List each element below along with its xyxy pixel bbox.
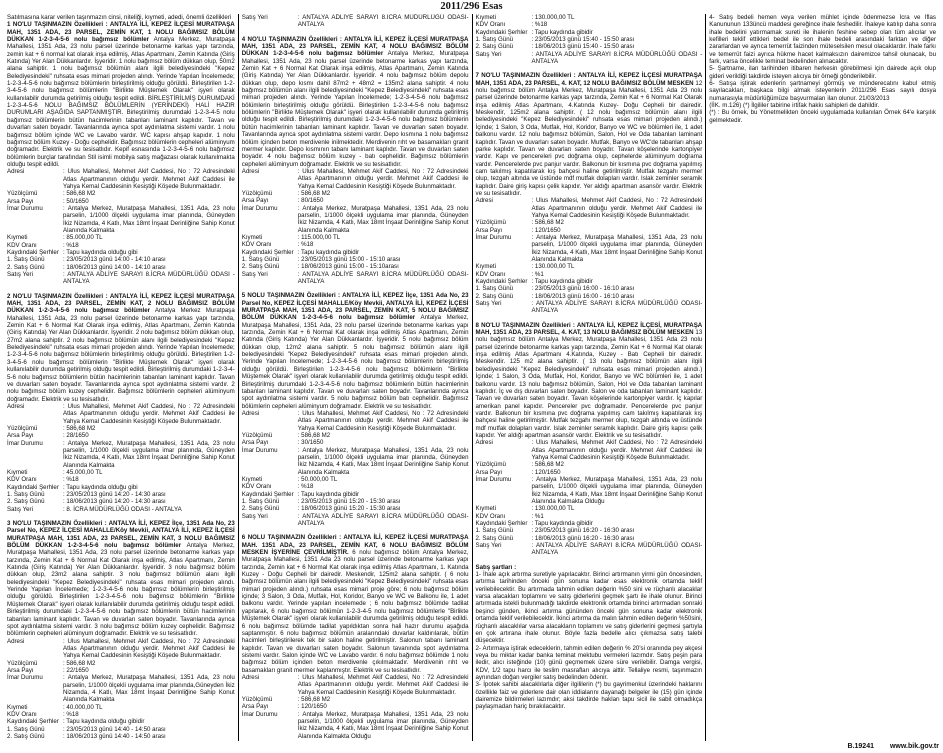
- field-value: : ANTALYA ADLİYE SARAYI 8.İCRA MÜDÜRLÜĞÜ ODASI-ANTALYA: [531, 300, 703, 315]
- lot-field: [242, 703, 469, 710]
- lot-field: [242, 410, 469, 432]
- field-value: : 18/06/2013 günü 14:20 - 14:30 arası: [63, 498, 166, 506]
- field-label: 2. Satış Günü: [475, 534, 514, 542]
- field-label: Arsa Payı: [475, 226, 503, 234]
- field-value: : Antalya Merkez, Muratpaşa Mahallesi, 1351 Ada, 23 nolu parselin, 1/1000 ölçekli uygulama imar planında, Güneyden İkiz Nizamda, 4 Katlı, Max 18mt İnşaat Derinliğine Sahip Konut Alanında Kalmakta: [297, 446, 469, 476]
- field-value: : 85.000,00 TL: [63, 234, 103, 242]
- spacer: [476, 315, 703, 322]
- field-label: KDV Oranı: [7, 710, 37, 718]
- spacer: [7, 513, 235, 520]
- lot-field: [476, 51, 703, 66]
- lot-field: [7, 667, 235, 674]
- lot-field: [7, 271, 235, 286]
- field-label: Kaydındaki Şerhler: [7, 718, 59, 726]
- lot-field: [7, 256, 235, 263]
- field-label: İmar Durumu: [241, 446, 278, 454]
- lot-heading: [476, 322, 703, 440]
- field-value: : 30/1650: [297, 439, 324, 447]
- lot-field: [476, 461, 703, 468]
- field-label: Kıymeti: [7, 468, 28, 476]
- lot-description: Antalya Merkez Muratpaşa Mahallesi, 1351 Ada, 23 nolu parsel üzerinde betonarme karkas yapı tarzında, Zemin Kat + 6 Normal Kat Olarak inşa edilmiş, Atlas Apartmanı, Zemin Katında (Giriş Katında) Yer Alan Dükkanlardır. İşyeridir. 2 nolu bağımsız bölüm dükkan olup, 27m2 alana sahiptir. 2 nolu bağımsız bölümün alanı ilgili belediyesindeki "Kepez Belediyesindeki" ruhsata esas mimari projeden alındı. Yerinde Yapılan İncelemede; 1-2-3-4-5-6 nolu bağımsız bölümlerin birleştirilmiş olduğu görüldü. Birleştirilen 1-2-3-4-5-6 nolu bağımsız bölümlerin "Birlikte Müştemek Olarak" işyeri olarak kullanılabilir durumda getirilmiş olduğu tespit edildi. Birleştirilmiş durumdaki 1-2-3-4-5-6 nolu bağımsız bölümlerin bütün hacimlerinin tabanları laminant kaplıdır. Tavan ve duvarları saten boyadır. Tavanlarında ayrıca spot aydınlatma sistemi vardır. 2 nolu bağımsız bölüm kuzey cephelidir. Bağımsız bölümlerin cepheleri alüminyum doğramadır. Elektrik ve su tesisatlıdır.: [7, 307, 235, 403]
- lot-field: [7, 425, 235, 432]
- field-label: İmar Durumu: [7, 439, 43, 447]
- field-label: Arsa Payı: [241, 197, 269, 205]
- field-label: Arsa Payı: [241, 703, 269, 711]
- field-value: : Antalya Merkez, Muratpaşa Mahallesi, 1351 Ada, 23 nolu parselin, 1/1000 ölçekli uygulama imar planında,Güneyden İkiz Nizamda, 4 Katlı, Max 18mt İnşaat Derinliğine Sahip Konut Alanında Kalmakta: [63, 674, 235, 704]
- spacer: [476, 65, 703, 72]
- field-label: Adresi: [475, 439, 493, 447]
- lot-field: [7, 403, 235, 425]
- field-label: Kıymeti: [7, 703, 28, 711]
- field-label: 2. Satış Günü: [7, 733, 45, 740]
- field-value: : %1: [531, 512, 544, 520]
- field-value: : Antalya Merkez, Muratpaşa Mahallesi, 1351 Ada, 23 nolu parselin, 1/1000 ölçekli uygulama imar planında, Güneyden İkiz Nizamda, 4 Katlı, Max 18mt İnşaat Derinliğine Sahip Konut Alanında Kalmakta: [63, 204, 235, 234]
- field-value: : Antalya Merkez, Muratpaşa Mahallesi, 1351 Ada, 23 nolu parselin, 1/1000 ölçekli uygulama imar planında, Güneyden İkiz Nizamda, 4 Katlı, Max 18mt İnşaat Derinliğine Sahip Konut Alanında Kalmakta Olduğu: [531, 475, 703, 505]
- footer-code: B.19241: [847, 743, 874, 750]
- field-label: 1. Satış Günü: [475, 527, 514, 535]
- field-value: : 80/1650: [297, 197, 324, 205]
- field-label: Satış Yeri: [475, 50, 502, 58]
- lot-field: [7, 168, 235, 190]
- field-value: : ANTALYA ADLİYE SARAYI 8.İCRA MÜDÜRLÜĞÜ ODASI-ANTALYA: [297, 512, 469, 528]
- field-value: : Antalya Merkez, Muratpaşa Mahallesi, 1351 Ada, 23 nolu parselin, 1/1000 ölçekli uygulama imar planında, Güneyden İkiz Nizamda, 4 Katlı, Max 18mt İnşaat Derinliğine Sahip Konut Alanında Kalmakta: [531, 233, 703, 263]
- lot-field: [7, 733, 235, 740]
- field-label: Kıymeti: [475, 14, 496, 21]
- field-label: Kaydındaki Şerhler: [241, 248, 294, 256]
- field-label: Yüzölçümü: [7, 659, 38, 667]
- lot-field: [476, 263, 703, 270]
- condition-item: 2- Artırmaya iştirak edeceklerin, tahmin edilen değerin % 20'si oranında pey akçesi veya bu miktar kadar banka teminat mektubu vermeleri lazımdır. Satış peşin para iledir, alıcı isteğinde (10) günü geçmemek üzere süre verilebilir. Damga vergisi, KDV, 1/2 tapu harcı ile teslim masrafları alıcıya aittir. Tellaliye resmi, taşınmazın aynından doğan vergiler satış bedelinden ödenir.: [475, 644, 703, 681]
- lot-heading: [242, 534, 469, 674]
- field-value: : 586,68 M2: [63, 190, 96, 198]
- lot-title: 6 NOLU TAŞINMAZIN Özellikleri : ANTALYA İLİ, KEPEZ İLÇESİ MURATPAŞA MAH. 1351 ADA, 23 PARSEL, ZEMİN KAT, 6 NOLU BAĞIMSIZ BÖLÜM MESKEN İŞYERİNE ÇEVRİLMİŞTİR.: [241, 534, 469, 557]
- field-label: İmar Durumu: [7, 204, 43, 212]
- lot-field: [7, 469, 235, 476]
- field-value: : 18/06/2013 günü 16:20 - 16:30 arası: [531, 534, 635, 542]
- field-value: : Tapu kaydında gibidir: [531, 520, 593, 528]
- lot-field: [7, 440, 235, 469]
- field-label: 2. Satış Günü: [7, 498, 45, 506]
- lot-heading: [242, 292, 469, 410]
- lot-field: [476, 36, 703, 43]
- field-label: Arsa Payı: [7, 197, 34, 205]
- field-value: : Ulus Mahallesi, Mehmet Akif Caddesi, No : 72 Adresindeki Atlas Apartmanının olduğu yerdir. Mehmet Akif Caddesi ile Yahya Kemal Caddesinin Kesiştiği Köşede Bulunmaktadır.: [297, 409, 469, 432]
- field-label: 2. Satış Günü: [475, 292, 514, 300]
- field-value: : 23/05/2013 günü 14:20 - 14:30 arası: [63, 491, 166, 498]
- lot-field: [242, 439, 469, 446]
- field-value: : 18/06/2013 günü 15:40 - 15:50 arası: [531, 43, 635, 51]
- condition-note: (İİK. m.126) (*) İlgililer tabirine irtifak hakkı sahipleri de dahildir.: [709, 102, 880, 110]
- field-value: : 586,68 M2: [531, 461, 564, 469]
- field-value: : Ulus Mahallesi, Mehmet Akif Caddesi, No : 72 Adresindeki Atlas Apartmanının olduğu yerdir. Mehmet Akif Caddesi ile Yahya Kemal Caddesinin Kesiştiği Köşede Bulunmaktadır.: [63, 168, 235, 190]
- field-label: İmar Durumu: [475, 475, 512, 483]
- lot-field: [242, 256, 469, 263]
- lot-field: [7, 484, 235, 491]
- lot-field: [242, 190, 469, 197]
- field-label: KDV Oranı: [7, 241, 37, 249]
- lot-description: Antalya Merkez, Muratpaşa Mahallesi, 1351 Ada, 23 nolu parsel üzerinde betonarme karkas yapı tarzında, Zemin Kat + 6 Normal Kat olarak inşa edilmiş Atlas Apartmanı, Zemin Katında (Giriş Katında) Yer Alan Dükkanlardır. İşyeridir. 5 nolu bağımsız bölüm dükkan olup, 12m2 alana sahiptir. 5 nolu bağımsız bölümün alanı ilgili belediyesindeki "Kepez Belediyesindeki" ruhsata esas mimari projeden alındı. Yerinde Yapılan İncelemede; 1-2-3-4-5-6 nolu bağımsız bölümlerin birleştirilmiş olduğu görüldü. Birleştirilen 1-2-3-4-5-6 nolu bağımsız bölümlerin "Birlikte Müştemek Olarak" işyeri olarak kullanılabilir durumda getirilmiş olduğu tespit edildi. Birleştirilmiş durumdaki 1-2-3-4-5-6 nolu bağımsız bölümlerin bütün hacimlerinin tabanları laminant kaplıdır. Tavan ve duvarları saten boyadır. Tavanlarında ayrıca spot aydınlatma sistemi vardır. 5 nolu bağımsız bölüm batı cephelidir. Bağımsız bölümlerin cepheleri alüminyum doğramadır. Elektrik ve su tesisatlıdır.: [241, 314, 469, 410]
- field-label: Satış Yeri: [7, 271, 33, 279]
- lot-heading: [242, 36, 469, 168]
- field-label: Kıymeti: [475, 505, 496, 513]
- field-value: : 23/05/2013 günü 14:00 - 14:10 arası: [63, 256, 166, 264]
- field-label: İmar Durumu: [7, 674, 43, 682]
- field-value: : ANTALYA ADLİYE SARAYI 8.İCRA MÜDÜRLÜĞÜ ODASI-ANTALYA: [297, 270, 469, 286]
- lot-field: [242, 249, 469, 256]
- lot-field: [242, 447, 469, 476]
- field-label: Satış Yeri: [241, 270, 268, 278]
- field-value: : 22/1650: [63, 666, 89, 674]
- field-value: : 50/1650: [63, 197, 89, 205]
- spacer: [242, 29, 469, 36]
- lot-title: 5 NOLU TAŞINMAZIN Özellikleri : ANTALYA İLİ, KEPEZ İlçe, 1351 Ada No, 23 Parsel No, KEPEZ İLÇESİ MAHALLE/Köy Mevkii, ANTALYA İLİ, KEPEZ İLÇESİ MURATPAŞA MAH, 1351 ADA, 23 PARSEL, ZEMİN KAT, 5 NOLU BAĞIMSIZ BÖLÜM DÜKKAN 1-2-3-4-5-6 nolu bağımsız bölümler: [241, 292, 469, 322]
- lot-field: [476, 29, 703, 36]
- page-title: 2011/296 Esas: [440, 1, 503, 12]
- lot-field: [7, 718, 235, 725]
- field-value: : ANTALYA ADLİYE SARAYI 8.İCRA MÜDÜRLÜĞÜ ODASI - ANTALYA: [63, 271, 235, 286]
- field-value: : 18/06/2013 günü 14:00 - 14:10 arası: [63, 263, 166, 271]
- field-label: Arsa Payı: [241, 439, 269, 447]
- lot-title: 7 NO'LU TAŞINMAZIN Özellikleri : ANTALYA İLİ, KEPEZ İLÇESİ MURATPAŞA MAH, 1351 ADA, 23 PARSEL, 4. KAT, 12 NOLU BAĞIMSIZ BÖLÜM MESKEN: [475, 72, 703, 87]
- field-value: : 115.000,00 TL: [297, 233, 341, 241]
- field-value: : 18/06/2013 günü 15:00 - 15:10arası: [297, 263, 399, 271]
- column-4: [705, 14, 939, 741]
- lot-field: [242, 483, 469, 490]
- field-value: : 130.000,00 TL: [531, 14, 575, 21]
- field-label: Adresi: [241, 167, 260, 175]
- field-value: : 586,68 M2: [531, 219, 564, 227]
- spacer: [476, 557, 703, 564]
- field-value: : 130.000,00 TL: [531, 505, 575, 513]
- field-value: : Ulus Mahallesi, Mehmet Akif Caddesi, No : 72 Adresindeki Atlas Apartmanının olduğu yerdir. Mehmet Akif Caddesi ile Yahya Kemal Caddesinin Kesiştiği Köşede Bulunmaktadır.: [531, 439, 703, 461]
- lot-title: 2 NO'LU TAŞINMAZIN Özellikleri : ANTALYA İLİ, KEPEZ İLÇESİ MURATPAŞA MAH, 1351 ADA, 23 PARSEL, ZEMİN KAT, 2 NOLU BAĞIMSIZ BÖLÜM DÜKKAN 1-2-3-4-5-6 nolu bağımsız bölümler: [7, 292, 235, 315]
- lot-field: [476, 271, 703, 278]
- lot-field: [7, 242, 235, 249]
- lot-field: [7, 432, 235, 439]
- field-label: 1. Satış Günü: [7, 491, 45, 498]
- spacer: [242, 285, 469, 292]
- field-value: : 40.000,00 TL: [63, 703, 103, 711]
- field-value: : 23/05/2013 günü 15:20 - 15:30 arası: [297, 498, 401, 505]
- condition-item: 3- İpotek sahibi alacaklılarla diğer ilgililerin (*) bu gayrimenkul üzerindeki haklarını özellikle faiz ve giderlere dair olan iddialarını dayanağı belgeler ile (15) gün içinde dairemize bildirmeleri lazımdır; aksi takdirde hakları tapu sicil ile sabit olmadıkça paylaşmadan hariç bırakılacaktır.: [475, 681, 703, 711]
- field-label: KDV Oranı: [475, 512, 506, 520]
- field-value: : %18: [531, 21, 548, 29]
- field-label: 2. Satış Günü: [475, 43, 514, 51]
- field-label: KDV Oranı: [475, 270, 506, 278]
- field-value: : 586,68 M2: [297, 695, 331, 703]
- field-value: : Antalya Merkez, Muratpaşa Mahallesi, 1351 Ada, 23 nolu parselin, 1/1000 ölçekli uygulama imar planında, Güneyden İkiz Nizamda, 4 Katlı, Max 18mt İnşaat Derinliğine Sahip Konut Alanında Kalmakta Olduğu: [297, 710, 469, 740]
- lot-title: 3 NO'LU TAŞINMAZIN Özellikleri : ANTALYA İLİ, KEPEZ İlçe, 1351 Ada No, 23 Parsel No, KEPEZ İLÇESİ MAHALLE/Köy Mevkii, ANTALYA İLİ, KEPEZ İLÇESİ MURATPAŞA MAH, 1351 ADA, 23 PARSEL, ZEMİN KAT, 3 NOLU BAĞIMSIZ BÖLÜM DÜKKAN 1-2-3-4-5-6 nolu bağımsız bölümler: [7, 520, 235, 550]
- intro-text: Satılmasına karar verilen taşınmazın cinsi, niteliği, kıymeti, adedi, önemli özellikleri: [7, 14, 232, 21]
- lot-field: [242, 513, 469, 528]
- field-label: KDV Oranı: [241, 483, 272, 491]
- field-label: Adresi: [475, 197, 493, 205]
- lot-field: [242, 696, 469, 703]
- field-value: : Ulus Mahallesi, Mehmet Akif Caddesi, No : 72 Adresindeki Atlas Apartmanının olduğu yerdir. Mehmet Akif Caddesi ile Yahya Kemal Caddesinin Kesiştiği Köşede Bulunmaktadır.: [531, 197, 703, 219]
- condition-item: 6- Satışa iştirak edenlerin şartnameyi görmüş ve münderecatını kabul etmiş sayılacakları, başkaca bilgi almak isteyenlerin 2011/296 Esas sayılı dosya numarasıyla müdürlüğümüze başvurmaları ilan olunur. 21/03/2013: [709, 80, 936, 102]
- field-value: : 586,68 M2: [297, 431, 331, 439]
- field-value: : 586,68 M2: [297, 189, 331, 197]
- field-value: : ANTALYA ADLİYE SARAYI 8.İCRA MÜDÜRLÜĞÜ ODASI - ANTALYA: [531, 50, 703, 66]
- field-label: Yüzölçümü: [475, 461, 506, 469]
- column-1: [4, 14, 238, 741]
- field-value: : Tapu kaydında gibidir: [531, 28, 593, 36]
- field-value: : Ulus Mahallesi, Mehmet Akif Caddesi, No : 72 Adresindeki Atlas Apartmanının olduğu yerdir. Mehmet Akif Caddesi ile Yahya Kemal Caddesinin Kesiştiği Köşede Bulunmaktadır.: [63, 637, 235, 660]
- lot-field: [476, 527, 703, 534]
- spacer: [242, 527, 469, 534]
- field-label: Yüzölçümü: [241, 431, 273, 439]
- lot-field: [7, 726, 235, 733]
- lot-field: [476, 542, 703, 557]
- field-value: : Tapu kaydında gibidir: [297, 248, 360, 256]
- lot-field: [476, 293, 703, 300]
- field-label: 1. Satış Günü: [475, 36, 514, 44]
- lot-field: [476, 197, 703, 219]
- lot-field: [476, 21, 703, 28]
- field-label: Arsa Payı: [7, 432, 34, 440]
- field-value: : %18: [63, 241, 79, 249]
- field-value: : %18: [297, 483, 314, 491]
- field-label: Yüzölçümü: [7, 190, 38, 198]
- condition-item: 4- Satış bedeli hemen veya verilen mühlet içinde ödenmezse İcra ve İflas Kanununun 133üncü maddesi gereğince ihale feshedilir. İhaleye katılıp daha sonra ihale bedelini yatırmamak sureti ile ihalenin feshine sebep olan tüm alıcılar ve kefilleri teklif ettikleri bedel ile son ihale bedeli arasındaki farktan ve diğer zararlardan ve ayrıca temerrüt faizinden müteselsilen mesul olacaklardır. İhale farkı ve temerrüt faizi ayrıca hükme hacet kalmaksızın dairemizce tahsil olunacak, bu fark, varsa öncelikle teminat bedelinden alınacaktır.: [709, 14, 936, 66]
- footer: [4, 741, 939, 753]
- field-label: 2. Satış Günü: [241, 505, 280, 513]
- field-label: Satış Yeri: [241, 14, 268, 21]
- column-2: [238, 14, 472, 741]
- lot-field: [242, 14, 469, 29]
- field-value: : ANTALYA ADLİYE SARAYI 8.İCRA MÜDÜRLÜĞÜ ODASI-ANTALYA: [531, 542, 703, 557]
- lot-field: [242, 491, 469, 498]
- lot-field: [242, 711, 469, 740]
- field-label: 1. Satış Günü: [241, 256, 280, 263]
- lot-field: [242, 234, 469, 241]
- spacer: [7, 286, 235, 293]
- field-label: İmar Durumu: [241, 710, 278, 718]
- field-label: Kıymeti: [241, 233, 263, 241]
- field-value: : Tapu kaydında gibidir: [297, 490, 360, 498]
- lot-field: [476, 285, 703, 292]
- lot-field: [7, 234, 235, 241]
- condition-item: 1- İhale açık artırma suretiyle yapılacaktır. Birinci artırmanın yirmi gün öncesinden, artırma tarihinden önceki gün sonuna kadar esas elektronik ortamda teklif verilebilecektir. Bu artırmada tahmin edilen değerin %50 sini ve rüçhanlı alacaklar varsa alacakları toplamını ve satış giderlerini geçmek şartı ile ihale olunur. Birinci artırmada istekli bulunmadığı takdirde elektronik ortamda birinci artırmadan sonraki beşinci günden, ikinci artırma gününden önceki gün sonuna kadar elektronik ortamda teklif verilebilecektir. İkinci artırma da malın tahmin edilen değerin %50sini, rüçhanlı alacaklılar varsa alacakların toplamını ve satış giderlerini geçmesi şartıyla en çok artırana ihale olunur. Böyle fazla bedelle alıcı çıkmazsa satış talebi düşecektir.: [475, 571, 703, 645]
- field-label: Adresi: [7, 637, 25, 645]
- lot-field: [476, 14, 703, 21]
- field-label: Adresi: [7, 402, 25, 410]
- field-label: Yüzölçümü: [7, 424, 38, 432]
- lot-field: [242, 674, 469, 696]
- field-label: Adresi: [7, 168, 25, 176]
- field-label: Yüzölçümü: [241, 695, 273, 703]
- field-label: KDV Oranı: [475, 21, 506, 29]
- field-value: : 120/1650: [531, 226, 561, 234]
- conditions-title: Satış şartları :: [475, 563, 517, 571]
- field-label: 2. Satış Günü: [7, 263, 45, 271]
- field-label: Kaydındaki Şerhler: [475, 278, 528, 286]
- field-value: : 120/1650: [531, 468, 561, 476]
- field-label: Arsa Payı: [475, 468, 503, 476]
- field-label: Kaydındaki Şerhler: [475, 520, 528, 528]
- field-label: KDV Oranı: [7, 476, 37, 484]
- field-value: : Tapu kaydında olduğu gibidir: [63, 718, 145, 726]
- lot-description: Antalya Merkez, Muratpaşa Mahallesi, 1351 Ada, 23 nolu parsel üzerinde betonarme karkas yapı tarzında, Zemin Kat + 6 Normal Kat Olarak inşa edilmiş, Atlas Apartmanı, Zemin Katında (Giriş Katında) Yer Alan Dükkanlardır. İşyeridir. 4 nolu bağımsız bölüm depolu dükkan olup, depo kısmı dahil 87m2 + 48m2 = 135m2 alana sahiptir. 4 nolu bağımsız bölümün alanı ilgili belediyesindeki "Kepez Belediyesindeki" ruhsata esas mimari projeden alındı. Yerinde Yapılan İncelemede; 1-2-3-4-5-6 nolu bağımsız bölümlerin birleştirilmiş olduğu görüldü. Birleştirilen 1-2-3-4-5-6 nolu bağımsız bölümlerin "Birlikte Müştemek Olarak" işyeri olarak kullanılabilir durumda getirilmiş olduğu tespit edildi. Birleştirilmiş durumdaki 1-2-3-4-5-6 nolu bağımsız bölümlerin bütün hacimlerinin tabanları laminant kaplıdır. Tavan ve duvarları saten boyadır. Tavanlarında ayrıca spot aydınlatma sistemi vardır. Depo kısmına 1 nolu bağımsız bölüm içinden beton merdivenle inilmektedir. Merdivenin rıht ve basamakları granit mermer kaplıdır. Depo kısmının tabanı laminant kaplıdır. Tavan ve duvarları saten boyadır. 4 nolu bağımsız bölüm kuzey - batı cephelidir. Bağımsız bölümlerin cepheleri alüminyum doğramadır. Elektrik ve su tesisatlıdır.: [241, 50, 469, 168]
- condition-note: (*) : Bu örnek, bu Yönetmelikten önceki uygulamada kullanılan Örnek 64'e karşılık gelmektedir.: [709, 109, 936, 124]
- field-label: Kaydındaki Şerhler: [475, 28, 528, 36]
- lot-field: [476, 513, 703, 520]
- field-label: Kaydındaki Şerhler: [7, 249, 59, 256]
- lot-field: [476, 300, 703, 315]
- field-value: : 18/06/2013 günü 16:00 - 16:10 arası: [531, 292, 635, 300]
- lot-field: [242, 476, 469, 483]
- field-label: 1. Satış Günü: [7, 725, 45, 733]
- field-value: : 23/05/2013 günü 16:00 - 16:10 arası: [531, 285, 635, 293]
- lot-field: [476, 469, 703, 476]
- lot-title: 4 NO'LU TAŞINMAZIN Özellikleri : ANTALYA İLİ, KEPEZ İLÇESİ MURATPAŞA MAH, 1351 ADA, 23 PARSEL, ZEMİN KAT, 4 NOLU BAĞIMSIZ BÖLÜM DÜKKAN 1-2-3-4-5-6 nolu bağımsız bölümler: [241, 35, 469, 58]
- field-value: : 23/05/2013 günü 16:20 - 16:30 arası: [531, 527, 635, 535]
- lot-field: [476, 439, 703, 461]
- field-label: Kıymeti: [241, 475, 263, 483]
- field-value: : 23/05/2013 günü 15:00 - 15:10 arası: [297, 256, 401, 263]
- field-label: Adresi: [241, 409, 260, 417]
- lot-heading: [7, 293, 235, 403]
- field-value: : 8. İCRA MÜDÜRLÜĞÜ ODASI - ANTALYA: [63, 505, 182, 513]
- lot-field: [476, 219, 703, 226]
- lot-field: [242, 168, 469, 190]
- lot-field: [7, 660, 235, 667]
- field-value: : Antalya Merkez, Muratpaşa Mahallesi, 1351 Ada, 23 nolu parselin, 1/1000 ölçekli uygulama imar planında, Güneyden İkiz Nizamda, 4 Katlı, Max 18mt İnşaat Derinliğine Sahip Konut Alanında Kalmakta: [63, 439, 235, 469]
- columns: [4, 14, 939, 741]
- field-label: Yüzölçümü: [475, 219, 506, 227]
- lot-field: [242, 197, 469, 204]
- lot-field: [7, 491, 235, 498]
- field-label: Arsa Payı: [7, 666, 34, 674]
- field-value: : Tapu kaydında olduğu gibi: [63, 483, 138, 491]
- field-value: : 120/1650: [297, 703, 327, 711]
- lot-field: [242, 505, 469, 512]
- field-value: : 50.000,00 TL: [297, 475, 338, 483]
- lot-field: [7, 205, 235, 234]
- field-label: 1. Satış Günü: [475, 285, 514, 293]
- lot-description: 12 nolu bağımsız bölüm Antalya Merkez, Muratpaşa Mahallesi, 1351 Ada 23 nolu parsel üzerinde betonarme karkas yapı tarzında, Zemin Kat + 6 Normal Kat Olarak inşa edilmiş Atlas Apartmanı, 4.Katında Kuzey- Doğu Cepheli bir dairedir. Meskendir, 125m2 alana sahiptir. ( 12 nolu bağımsız bölümün alanı ilgili belediyesindeki "Kepez Belediyesindeki" ruhsata esas mimari projeden alındı.) İçinde; 1 Salon, 3 Oda, Mutfak, Hol, Koridor, Banyo ve WC ve bölümleri ile, 1 adet balkonu vardır. 12 nolu bağımsız bölümün, Salon, Hol ve Oda tabanları laminant kaplıdır. Tavan ve duvarları saten boyadır. Mutfak, Banyo ve WC'de tabanları ahşap parke kaplıdır. Tavan ve duvarları saten boyadır. Tavan köşelerinde kartonpiyer vardır. Kapı ve pencereleri pvc doğrama olup, cephelerde alüminyum doğrama vardır. Pencerelerde pvc panjur vardır. Balkonun bir kısmına pvc doğrama yapılmış cam takılmış kapatılarak kış bahçesi haline getirilmiştir. Mutfak tezgahı mermer olup, tezgah altında ve üstünde mdf mutfak dolapları vardır. Islak zeminler seramik kaplıdır. Daire giriş kapısı çelik kapıdır. Yer aldığı apartman asansör vardır. Elektrik ve su tesisatlıdır.: [475, 79, 703, 197]
- lot-field: [476, 535, 703, 542]
- lot-title: 1 NO'LU TAŞINMAZIN Özellikleri : ANTALYA İLİ, KEPEZ İLÇESİ MURATPAŞA MAH, 1351 ADA, 23 PARSEL, ZEMİN KAT, 1 NOLU BAĞIMSIZ BÖLÜM DÜKKAN 1-2-3-4-5-6 nolu bağımsız bölümler: [7, 21, 235, 44]
- field-value: : 18/06/2013 günü 14:40 - 14:50 arası: [63, 733, 166, 740]
- field-value: : %18: [63, 710, 79, 718]
- field-value: : 45.000,00 TL: [63, 468, 103, 476]
- field-value: : 18/06/2013 günü 15:20 - 15:30 arası: [297, 505, 401, 513]
- lot-description: 13 nolu bağımsız bölüm Antalya Merkez, Muratpaşa Mahallesi, 1351 Ada 23 nolu parsel üzerinde betonarme karkas yapı tarzında, Zemin Kat + 6 Normal Kat olarak inşa edilmiş Atlas Apartmanı 4.Katında, Kuzey - Batı Cepheli bir dairedir. Meskendir. 125 m2 alana sahiptir. ( 13 nolu bağımsız bölümün alanı ilgili belediyesindeki "Kepez Belediyesindeki" ruhsata esas mimari projeden alındı.) İçinde; 1 Salon, 3 Oda, Mutfak, Hol, Koridor, Banyo ve WC bölümleri ile, 1 adet balkonu vardır. 13 nolu bağımsız bölümün, Salon, Hol ve Oda tabanları laminant kaplıdır. İç ve dış duvarları saten boyadır. Salon ve oda tabanları laminant kaplıdır. Tavan ve duvarları saten boyadır. Tavan köşelerinde kartonpiyer vardır. İç kapılar amerikan panel kapıdır. Pencereler pvc doğramadır. Pencerelerde pvc panjur vardır. Balkonun bir kısmına pvc doğrama yapılmış cam takılmış kapatılarak kış bahçesi haline getirilmiştir. Mutfak tezgahı mermer olup, tezgah altında ve üstünde mdf mutfak dolapları vardır. Islak zeminler seramik kaplıdır. Daire giriş kapısı çelik kapıdır. Yer aldığı apartman asansör vardır. Elektrik ve su tesisatlıdır.: [475, 329, 703, 439]
- lot-field: [7, 711, 235, 718]
- lot-field: [7, 249, 235, 256]
- lot-description: 6 nolu bağımsız bölüm Antalya Merkez, Muratpaşa Mahallesi, 1351 Ada 23 nolu parsel üzerinde betonarme karkas yapı tarzında, Zemin kat + 6 Normal Kat olarak inşa edilmiş Atlas Apartmanı, 1. Katında Kuzey - Doğu Cepheli bir dairedir. Meskendir, 125m2 alana sahiptir. ( 6 nolu bağımsız bölümün alanı ilgili belediyesindeki "Kepez Belediyesindeki" ruhsata esas mimari projeden alındı.) ruhsata esas mimari proje göre; 6 nolu bağımsız bölüm içinde; 3 Salon, 3 Oda, Mutfak, Hol, Koridor, Banyo ve WC ve Balkonu ile, 1 adet balkonu vardır. Yerinde yapılan incelemede ; 6 nolu bağımsız bölümde tadilat yapılarak, 6 nolu bağımsız bölümün 1-2-3-4-5 nolu bağımsız bölümlerle "Birlikte Müştemek Olarak" işyeri olarak kullanılabilir durumda getirilmiş olduğu tespit edildi. 6 nolu bağımsız bölümde tadilat yapıldıktan sonra hali hazır durumu aşağıda saptanmıştır. 6 nolu bağımsız bölümün aralarındaki duvarlar kaldırılarak, bütün hacimleri birleştirilerek tek bir salon haline getirilmiştir. Salonun tabanı laminant kaplıdır. Tavan ve duvarları saten boyadır. Salonun tavanında spot aydınlatma sistemi vardır. Salon içinde WC ve Lavabo vardır. 6 nolu bağımsız bölümde 1 nolu bağımsız bölüm içinden beton merdivenle çıkılmaktadır. Merdivenin rıht ve basamakları granit mermer kaplanmıştır. Elektrik ve su tesisatlıdır.: [241, 549, 469, 674]
- field-label: Adresi: [241, 673, 260, 681]
- field-value: : Tapu kaydında gibidir: [531, 278, 593, 286]
- lot-field: [242, 271, 469, 286]
- lot-field: [476, 476, 703, 505]
- lot-field: [7, 506, 235, 513]
- lot-field: [476, 234, 703, 263]
- lot-heading: [7, 520, 235, 638]
- lot-title: 8 NO'LU TAŞINMAZIN Özellikleri : ANTALYA İLİ, KEPEZ İLÇESİ, MURATPAŞA MAH, 1351 ADA, 23 PARSEL, 4. KAT, 13 NOLU BAĞIMSIZ BÖLÜM MESKEN: [475, 321, 703, 337]
- field-value: : %18: [63, 476, 79, 484]
- field-label: İmar Durumu: [475, 233, 512, 241]
- lot-field: [7, 674, 235, 703]
- field-label: Satış Yeri: [475, 300, 502, 308]
- field-value: : %18: [297, 241, 314, 249]
- field-label: Yüzölçümü: [241, 189, 273, 197]
- field-value: : 23/05/2013 günü 14:40 - 14:50 arası: [63, 725, 166, 733]
- field-value: : 130.000,00 TL: [531, 263, 575, 271]
- lot-field: [476, 227, 703, 234]
- field-value: : Ulus Mahallesi, Mehmet Akif Caddesi, No : 72 Adresindeki Atlas Apartmanının olduğu yerdir. Mehmet Akif Caddesi ile Yahya Kemal Caddesinin Kesiştiği Köşede Bulunmaktadır.: [297, 673, 469, 696]
- lot-field: [242, 205, 469, 234]
- lot-field: [476, 43, 703, 50]
- lot-description: Antalya Merkez, Muratpaşa Mahallesi, 1351 Ada, 23 nolu parsel üzerinde betonarme karkas yapı tarzında, Zemin Kat + 6 Normal Kat Olarak inşa edilmiş, Atlas Apartmanı, Zemin Katında (Giriş Katında) Yer Alan Dükkanlardır. İşyeridir. 3 nolu bağımsız bölüm dükkan olup, 23m2 alana sahiptir. 3 nolu bağımsız bölümün alanı ilgili belediyesindeki "Kepez Belediyesindeki" ruhsata esas mimari projeden alındı. Yerinde Yapılan İncelemede; 1-2-3-4-5-6 nolu bağımsız bölümlerin birleştirilmiş olduğu görüldü. Birleştirilen 1-2-3-4-5-6 nolu bağımsız bölümlerin "Birlikte Müştemek Olarak" işyeri olarak kullanılabilir durumda getirilmiş olduğu tespit edildi. Birleştirilmiş durumdaki 1-2-3-4-5-6 nolu bağımsız bölümlerin bütün hacimlerinin tabanları laminant kaplıdır. Tavan ve duvarları saten boyadır. Tavanlarında ayrıca spot aydınlatma sistemi vardır. 3 nolu bağımsız bölüm kuzey cephelidir. Bağımsız bölümlerin cepheleri alüminyum doğramadır. Elektrik ve su tesisatlıdır.: [7, 542, 235, 638]
- lot-field: [7, 264, 235, 271]
- field-value: : 28/1650: [63, 432, 89, 440]
- field-value: : Antalya Merkez, Muratpaşa Mahallesi, 1351 Ada, 23 nolu parselin, 1/1000 ölçekli uygulama imar planında, Güneyden İkiz Nizamda, 4 Katlı, Max 18mt İnşaat Derinliğine Sahip Konut Alanında Kalmakta: [297, 204, 469, 234]
- field-value: : %1: [531, 270, 544, 278]
- lot-field: [242, 432, 469, 439]
- column-3: [472, 14, 706, 741]
- field-label: Kaydındaki Şerhler: [7, 483, 59, 491]
- condition-item: 5- Şartname, ilan tarihinden itibaren herkesin görebilmesi için dairede açık olup gideri verildiği takdirde isteyen alıcıya bir örneği gönderilebilir.: [709, 65, 936, 80]
- lot-field: [7, 638, 235, 660]
- field-value: : Tapu kaydında olduğu gibi: [63, 249, 138, 256]
- field-value: : 586,68 M2: [63, 424, 96, 432]
- field-label: Satış Yeri: [475, 542, 502, 550]
- field-label: Satış Yeri: [241, 512, 268, 520]
- field-label: 1. Satış Günü: [7, 256, 45, 264]
- lot-field: [476, 278, 703, 285]
- field-label: KDV Oranı: [241, 241, 272, 249]
- field-label: Kaydındaki Şerhler: [241, 490, 294, 498]
- field-value: : Ulus Mahallesi, Mehmet Akif Caddesi, No : 72 Adresindeki Atlas Apartmanının olduğu yerdir. Mehmet Akif Caddesi ile Yahya Kemal Caddesinin Kesiştiği Köşede Bulunmaktadır.: [297, 167, 469, 190]
- lot-field: [242, 241, 469, 248]
- field-value: : 586,68 M2: [63, 659, 96, 667]
- lot-field: [7, 704, 235, 711]
- field-label: 1. Satış Günü: [241, 498, 280, 505]
- field-value: : ANTALYA ADLİYE SARAYI 8.İCRA MÜDÜRLÜĞÜ ODASI-ANTALYA: [297, 14, 469, 29]
- footer-url[interactable]: www.bik.gov.tr: [889, 743, 939, 750]
- lot-field: [242, 263, 469, 270]
- field-label: Satış Yeri: [7, 505, 33, 513]
- lot-field: [476, 520, 703, 527]
- lot-field: [7, 190, 235, 197]
- field-value: : 23/05/2013 günü 15:40 - 15:50 arası: [531, 36, 635, 44]
- lot-field: [7, 498, 235, 505]
- field-label: İmar Durumu: [241, 204, 278, 212]
- field-label: Kıymeti: [475, 263, 496, 271]
- lot-field: [242, 498, 469, 505]
- lot-description: Antalya Merkez, Muratpaşa Mahallesi, 1351 Ada, 23 nolu parsel üzerinde betonarme karkas yapı tarzında, zemin kat + 6 normal kat olarak inşa edilmiş, Atlas Apartmanı, Zemin Katında (Giriş Katında) Yer Alan Dükkanlardır. İşyeridir. 1 nolu bağımsız bölüm dükkan olup, 50m2 alana sahiptir. 1 nolu bağımsız bölümün alanı ilgili belediyesindeki "Kepez Belediyesindeki" ruhsata esas mimari projeden alındı. Yerinde Yapılan İncelemede; 1-2-3-4-5-6 nolu bağımsız bölümlerin birleştirilmiş olduğu görüldü. Birleştirilen 1-2-3-4-5-6 nolu bağımsız bölümlerin "Birlikte Müştemek Olarak" işyeri olarak kullanılabilir durumda getirilmiş olduğu tespit edildi. BİRLEŞTİRİLMİŞ DURUMDAKİ 1-2-3-4-5-6 NOLU BAĞIMSIZ BÖLÜMLERİN (YERİNDEKİ) HALİ HAZIR DURUMLARI AŞAĞIDA SAPTANMIŞTIR. Birleştirilmiş durumdaki 1-2-3-4-5 nolu bağımsız bölümlerin bütün hacimlerinin tabanları laminant kaplıdır. Tavan ve duvarları saten boyadır. Tavanlarında ayrıca spot aydınlatma sistemi vardır. 1 nolu bağımsız bölüm içinde WC ve Lavabo vardır. WC kapısı ahşap kapıdır. 1 nolu bağımsız bölüm Kuzey - Doğu cephelidir. Bağımsız bölümlerin cepheleri alüminyum doğramadır. Elektrik ve su tesisatlıdır. Kepif esnasında 1-2-3-4-5-6 nolu bağımsız bölümlerin burçlar tarafından Stil isimli mobilya satış mağazası olarak kullanılmakta olduğu tespit edildi.: [7, 36, 235, 168]
- lot-field: [476, 505, 703, 512]
- field-value: : Ulus Mahallesi, Mehmet Akif Caddesi, No : 72 Adresindeki Atlas Apartmanının olduğu yerdir. Mehmet Akif Caddesi ile Yahya Kemal Caddesinin Kesiştiği Köşede Bulunmaktadır.: [63, 402, 235, 425]
- lot-heading: [7, 21, 235, 168]
- field-label: 2. Satış Günü: [241, 263, 280, 271]
- lot-heading: [476, 72, 703, 197]
- lot-field: [7, 476, 235, 483]
- field-label: Kıymeti: [7, 234, 28, 242]
- lot-field: [7, 198, 235, 205]
